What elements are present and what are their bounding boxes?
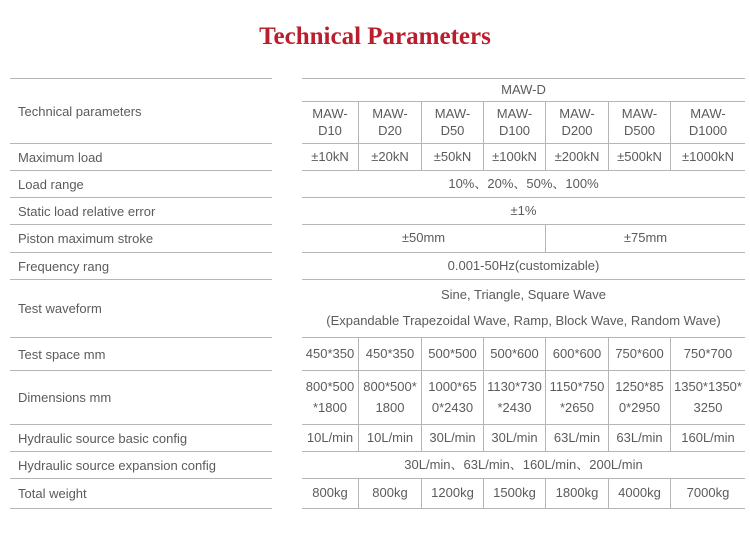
table-cell-span: ±1% [510,202,537,218]
values-grid [302,78,745,509]
table-cell: 1130*730*2430 [483,371,545,424]
table-cell: 1000*650*2430 [421,371,483,424]
table-cell: 500*600 [483,338,545,370]
row-dimensions [302,371,745,425]
param-label-total-weight: Total weight [10,479,272,509]
table-cell: 10L/min [306,429,354,445]
parameters-table [10,78,750,509]
table-cell: 800kg [358,479,421,508]
table-cell: 10L/min [358,425,421,451]
param-label-hydraulic-expansion: Hydraulic source expansion config [10,452,272,479]
table-cell-span [302,280,745,337]
model-header-maw-d500: MAW-D500 [608,102,670,143]
table-cell: 30L/min [483,425,545,451]
table-cell: 450*350 [358,338,421,370]
param-label-piston-stroke: Piston maximum stroke [10,225,272,253]
param-label-frequency: Frequency rang [10,253,272,280]
model-header-maw-d200: MAW-D200 [545,102,608,143]
table-cell: 1350*1350*3250 [670,371,745,424]
waveform-line-1: Sine, Triangle, Square Wave [441,287,606,303]
table-cell: ±20kN [358,144,421,170]
parameter-labels-column [10,78,272,509]
table-cell: ±100kN [483,144,545,170]
row-model-headers [302,102,745,144]
param-label-maximum-load: Maximum load [10,144,272,171]
table-cell: 600*600 [545,338,608,370]
table-cell: ±500kN [608,144,670,170]
corner-label: Technical parameters [18,103,142,119]
param-label-test-space: Test space mm [10,338,272,371]
model-header-maw-d100: MAW-D100 [483,102,545,143]
table-cell: 750*700 [670,338,745,370]
table-cell: 800kg [312,485,348,501]
table-cell: 500*500 [421,338,483,370]
waveform-line-2: (Expandable Trapezoidal Wave, Ramp, Block Wave, Random Wave) [326,313,721,328]
row-series-header [302,78,745,102]
row-hydraulic-basic [302,425,745,452]
table-cell: 30L/min [421,425,483,451]
param-label-waveform: Test waveform [10,280,272,338]
table-cell: 1500kg [483,479,545,508]
table-cell: 1200kg [421,479,483,508]
table-cell-span: 0.001-50Hz(customizable) [447,257,600,273]
model-header-maw-d1000: MAW-D1000 [670,102,745,143]
table-cell: ±10kN [311,148,349,164]
table-cell: ±1000kN [670,144,745,170]
table-cell: ±200kN [545,144,608,170]
table-cell-span4: ±50mm [401,230,446,246]
table-cell: 63L/min [608,425,670,451]
model-header-maw-d20: MAW-D20 [358,102,421,143]
table-cell: 750*600 [608,338,670,370]
param-label-header [10,78,272,144]
table-cell-span: 10%、20%、50%、100% [448,175,599,191]
table-cell-span: 30L/min、63L/min、160L/min、200L/min [404,456,643,472]
table-cell: 450*350 [305,345,355,361]
row-test-space [302,338,745,371]
param-label-dimensions: Dimensions mm [10,371,272,425]
model-header-maw-d50: MAW-D50 [421,102,483,143]
param-label-hydraulic-basic: Hydraulic source basic config [10,425,272,452]
row-piston-stroke [302,225,745,253]
table-cell-span3: ±75mm [545,225,745,252]
row-hydraulic-expansion [302,452,745,479]
row-waveform [302,280,745,338]
page-title: Technical Parameters [259,23,491,50]
table-cell: 1250*850*2950 [608,371,670,424]
row-frequency [302,253,745,280]
table-cell: 7000kg [670,479,745,508]
column-gap [272,78,302,509]
table-cell: 160L/min [670,425,745,451]
table-cell: 800*500*1800 [305,378,355,415]
model-header-maw-d10: MAW-D10 [312,105,348,138]
param-label-load-range: Load range [10,171,272,198]
table-cell: 800*500*1800 [358,371,421,424]
table-cell: 4000kg [608,479,670,508]
table-cell: 1800kg [545,479,608,508]
row-load-range [302,171,745,198]
row-static-error [302,198,745,225]
param-label-static-error: Static load relative error [10,198,272,225]
row-total-weight [302,479,745,509]
series-header-cell: MAW-D [501,81,546,97]
row-maximum-load [302,144,745,171]
table-cell: 63L/min [545,425,608,451]
table-cell: 1150*750*2650 [545,371,608,424]
table-cell: ±50kN [421,144,483,170]
